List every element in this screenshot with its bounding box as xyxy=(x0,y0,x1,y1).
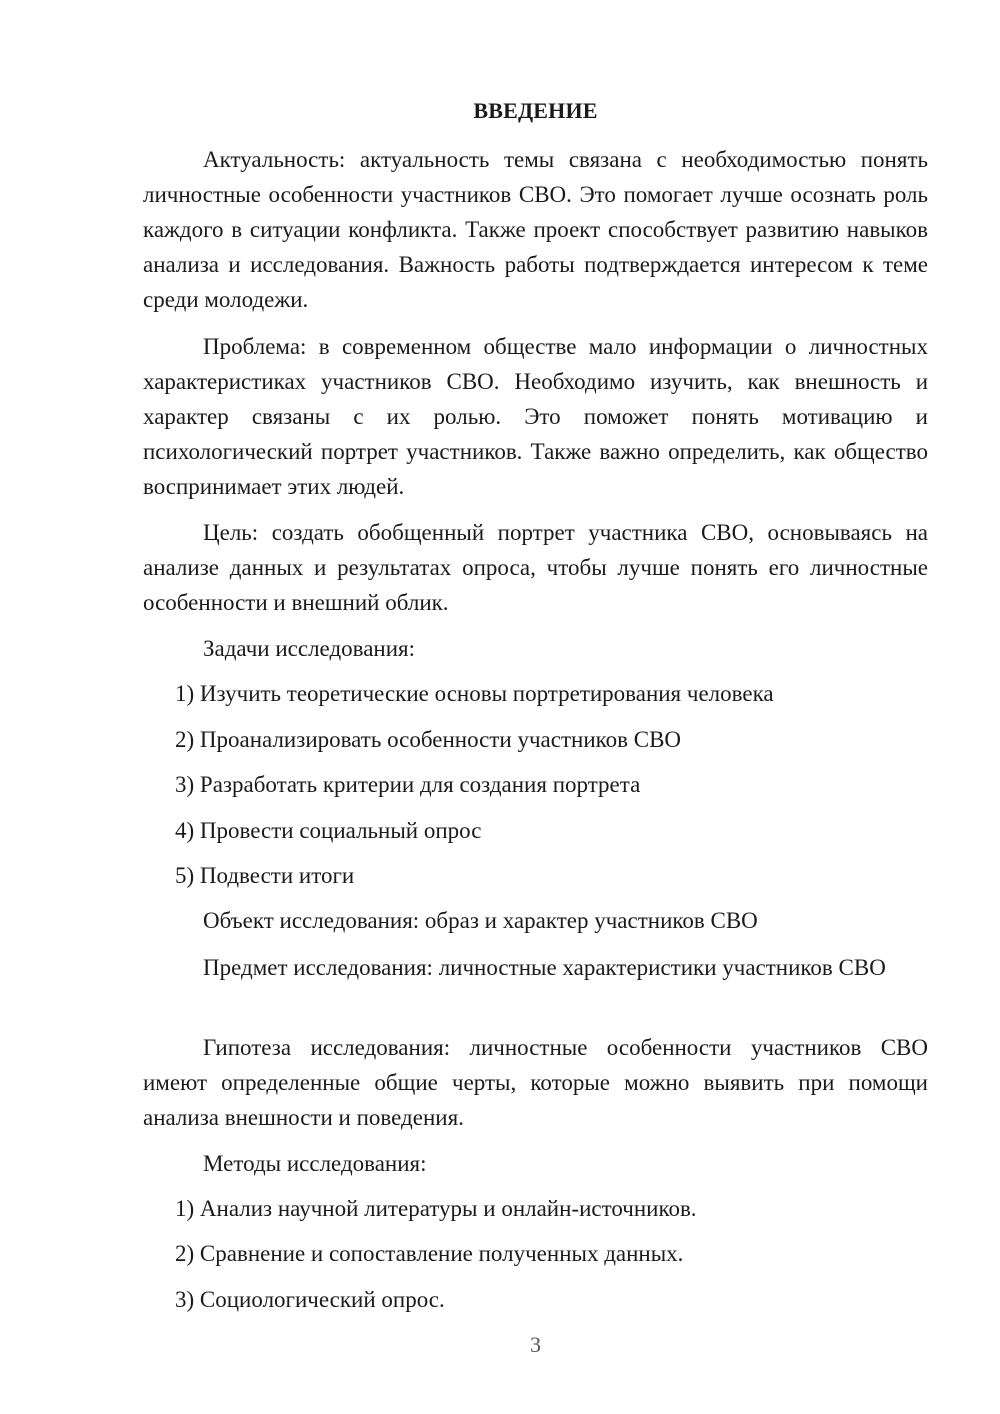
paragraph-relevance: Актуальность: актуальность темы связана с необходимостью понять личностные особенности участников СВО. Это помогает лучше осознать роль каждого в ситуации конфликта. Также проект способствует развитию навыков анализа и исследования. Важность работы подтверждается интересом к теме среди молодежи. xyxy=(143,147,928,312)
task-item: 5) Подвести итоги xyxy=(175,863,355,888)
tasks-heading: Задачи исследования: xyxy=(203,636,416,661)
method-item: 2) Сравнение и сопоставление полученных данных. xyxy=(175,1241,684,1266)
task-item: 3) Разработать критерии для создания портрета xyxy=(175,772,641,797)
subject-statement: Предмет исследования: личностные характеристики участников СВО xyxy=(203,955,886,980)
methods-heading: Методы исследования: xyxy=(203,1151,427,1176)
section-title: ВВЕДЕНИЕ xyxy=(473,98,598,123)
task-item: 1) Изучить теоретические основы портретирования человека xyxy=(175,681,774,706)
method-item: 1) Анализ научной литературы и онлайн-источников. xyxy=(175,1196,697,1221)
page-number: 3 xyxy=(530,1332,541,1357)
document-page xyxy=(143,0,928,1414)
task-item: 2) Проанализировать особенности участников СВО xyxy=(175,727,682,752)
object-statement: Объект исследования: образ и характер участников СВО xyxy=(203,908,758,933)
paragraph-problem: Проблема: в современном обществе мало информации о личностных характеристиках участников СВО. Необходимо изучить, как внешность и характер связаны с их ролью. Это поможет понять мотивацию и психологический портрет участников. Также важно определить, как общество воспринимает этих людей. xyxy=(143,334,928,499)
paragraph-goal: Цель: создать обобщенный портрет участника СВО, основываясь на анализе данных и результатах опроса, чтобы лучше понять его личностные особенности и внешний облик. xyxy=(143,520,928,615)
hypothesis-statement: Гипотеза исследования: личностные особенности участников СВО имеют определенные общие черты, которые можно выявить при помощи анализа внешности и поведения. xyxy=(143,1035,928,1130)
task-item: 4) Провести социальный опрос xyxy=(175,818,482,843)
method-item: 3) Социологический опрос. xyxy=(175,1287,445,1312)
